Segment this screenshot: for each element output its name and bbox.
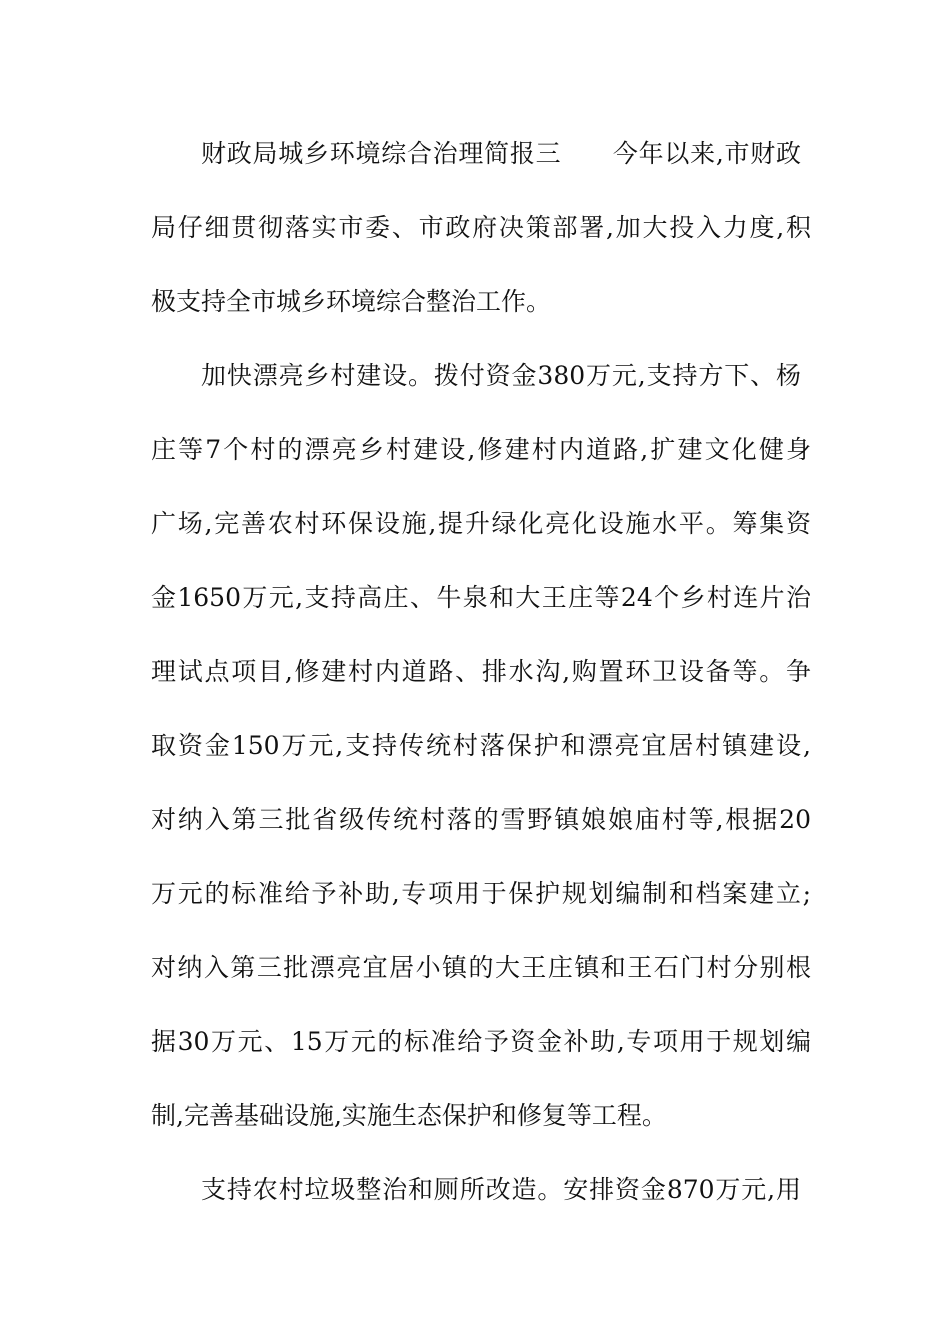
text-line: 对纳入第三批漂亮宜居小镇的大王庄镇和王石门村分别根 [151,953,811,982]
text-line: 庄等7个村的漂亮乡村建设,修建村内道路,扩建文化健身 [151,435,811,464]
text-line: 据30万元、15万元的标准给予资金补助,专项用于规划编 [151,1027,811,1056]
text-line: 极支持全市城乡环境综合整治工作。 [151,287,552,316]
text-line: 取资金150万元,支持传统村落保护和漂亮宜居村镇建设, [151,731,811,760]
text-line: 加快漂亮乡村建设。拨付资金380万元,支持方下、杨 [201,361,801,390]
text-line: 万元的标准给予补助,专项用于保护规划编制和档案建立; [151,879,811,908]
text-line: 对纳入第三批省级传统村落的雪野镇娘娘庙村等,根据20 [151,805,811,834]
text-line: 广场,完善农村环保设施,提升绿化亮化设施水平。筹集资 [151,509,811,538]
text-line: 金1650万元,支持高庄、牛泉和大王庄等24个乡村连片治 [151,583,811,612]
text-line: 财政局城乡环境综合治理简报三 今年以来,市财政 [201,139,801,168]
text-line: 理试点项目,修建村内道路、排水沟,购置环卫设备等。争 [151,657,811,686]
text-line: 制,完善基础设施,实施生态保护和修复等工程。 [151,1101,667,1130]
text-line: 局仔细贯彻落实市委、市政府决策部署,加大投入力度,积 [151,213,811,242]
text-line: 支持农村垃圾整治和厕所改造。安排资金870万元,用 [201,1175,801,1204]
